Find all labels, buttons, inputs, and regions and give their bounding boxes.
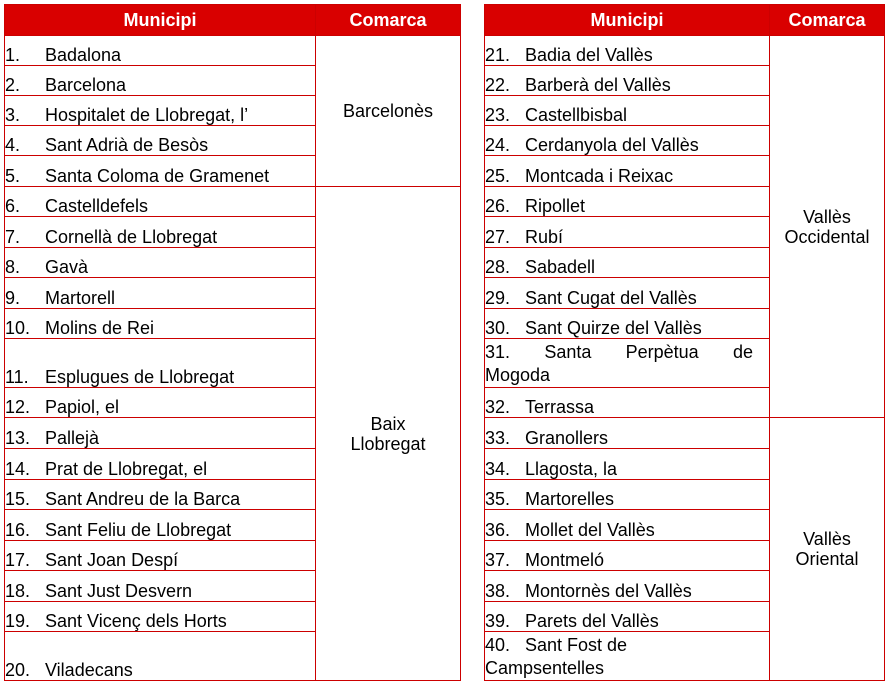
municipi-cell: 8. Gavà — [5, 248, 316, 278]
header-municipi: Municipi — [5, 5, 316, 36]
municipi-cell: 4. Sant Adrià de Besòs — [5, 126, 316, 156]
municipi-cell: 25. Montcada i Reixac — [485, 156, 770, 187]
municipi-cell: 21. Badia del Vallès — [485, 36, 770, 66]
municipi-table-right — [484, 4, 885, 681]
comarca-cell-barcelones: Barcelonès — [316, 36, 461, 187]
municipi-cell: 38. Montornès del Vallès — [485, 571, 770, 602]
municipi-cell: 32. Terrassa — [485, 388, 770, 418]
municipi-cell: 35. Martorelles — [485, 480, 770, 510]
municipi-cell: 20. Viladecans — [5, 632, 316, 681]
municipi-table-left — [4, 4, 461, 681]
municipi-cell: 13. Pallejà — [5, 418, 316, 449]
municipi-cell: 30. Sant Quirze del Vallès — [485, 309, 770, 339]
municipi-cell: 24. Cerdanyola del Vallès — [485, 126, 770, 156]
municipi-cell: 18. Sant Just Desvern — [5, 571, 316, 602]
comarca-cell-valles-occidental: Vallès Occidental — [770, 36, 885, 418]
municipi-cell: 15. Sant Andreu de la Barca — [5, 480, 316, 510]
municipi-cell: 39. Parets del Vallès — [485, 602, 770, 632]
municipi-cell: 5. Santa Coloma de Gramenet — [5, 156, 316, 187]
municipi-cell: 12. Papiol, el — [5, 388, 316, 418]
municipi-cell: 27. Rubí — [485, 217, 770, 248]
municipi-cell: 3. Hospitalet de Llobregat, l’ — [5, 96, 316, 126]
comarca-cell-valles-oriental: Vallès Oriental — [770, 418, 885, 681]
municipi-cell: 40. Sant Fost de Campsentelles — [485, 632, 770, 681]
municipi-cell: 7. Cornellà de Llobregat — [5, 217, 316, 248]
municipi-cell: 34. Llagosta, la — [485, 449, 770, 480]
municipi-cell: 19. Sant Vicenç dels Horts — [5, 602, 316, 632]
municipi-cell: 23. Castellbisbal — [485, 96, 770, 126]
municipi-cell: 22. Barberà del Vallès — [485, 66, 770, 96]
municipi-cell: 11. Esplugues de Llobregat — [5, 339, 316, 388]
municipi-cell: 36. Mollet del Vallès — [485, 510, 770, 541]
municipi-cell: 9. Martorell — [5, 278, 316, 309]
municipi-cell: 16. Sant Feliu de Llobregat — [5, 510, 316, 541]
municipi-cell: 31. Santa Perpètua de Mogoda — [485, 339, 770, 388]
municipi-cell: 17. Sant Joan Despí — [5, 541, 316, 571]
municipi-cell: 6. Castelldefels — [5, 187, 316, 217]
municipi-cell: 10. Molins de Rei — [5, 309, 316, 339]
municipi-cell: 33. Granollers — [485, 418, 770, 449]
municipi-cell: 2. Barcelona — [5, 66, 316, 96]
header-comarca: Comarca — [770, 5, 885, 36]
municipi-cell: 14. Prat de Llobregat, el — [5, 449, 316, 480]
header-municipi: Municipi — [485, 5, 770, 36]
municipi-cell: 1. Badalona — [5, 36, 316, 66]
municipi-cell: 37. Montmeló — [485, 541, 770, 571]
comarca-cell-baix-llobregat: Baix Llobregat — [316, 187, 461, 681]
header-comarca: Comarca — [316, 5, 461, 36]
municipi-cell: 29. Sant Cugat del Vallès — [485, 278, 770, 309]
municipi-cell: 28. Sabadell — [485, 248, 770, 278]
municipi-cell: 26. Ripollet — [485, 187, 770, 217]
